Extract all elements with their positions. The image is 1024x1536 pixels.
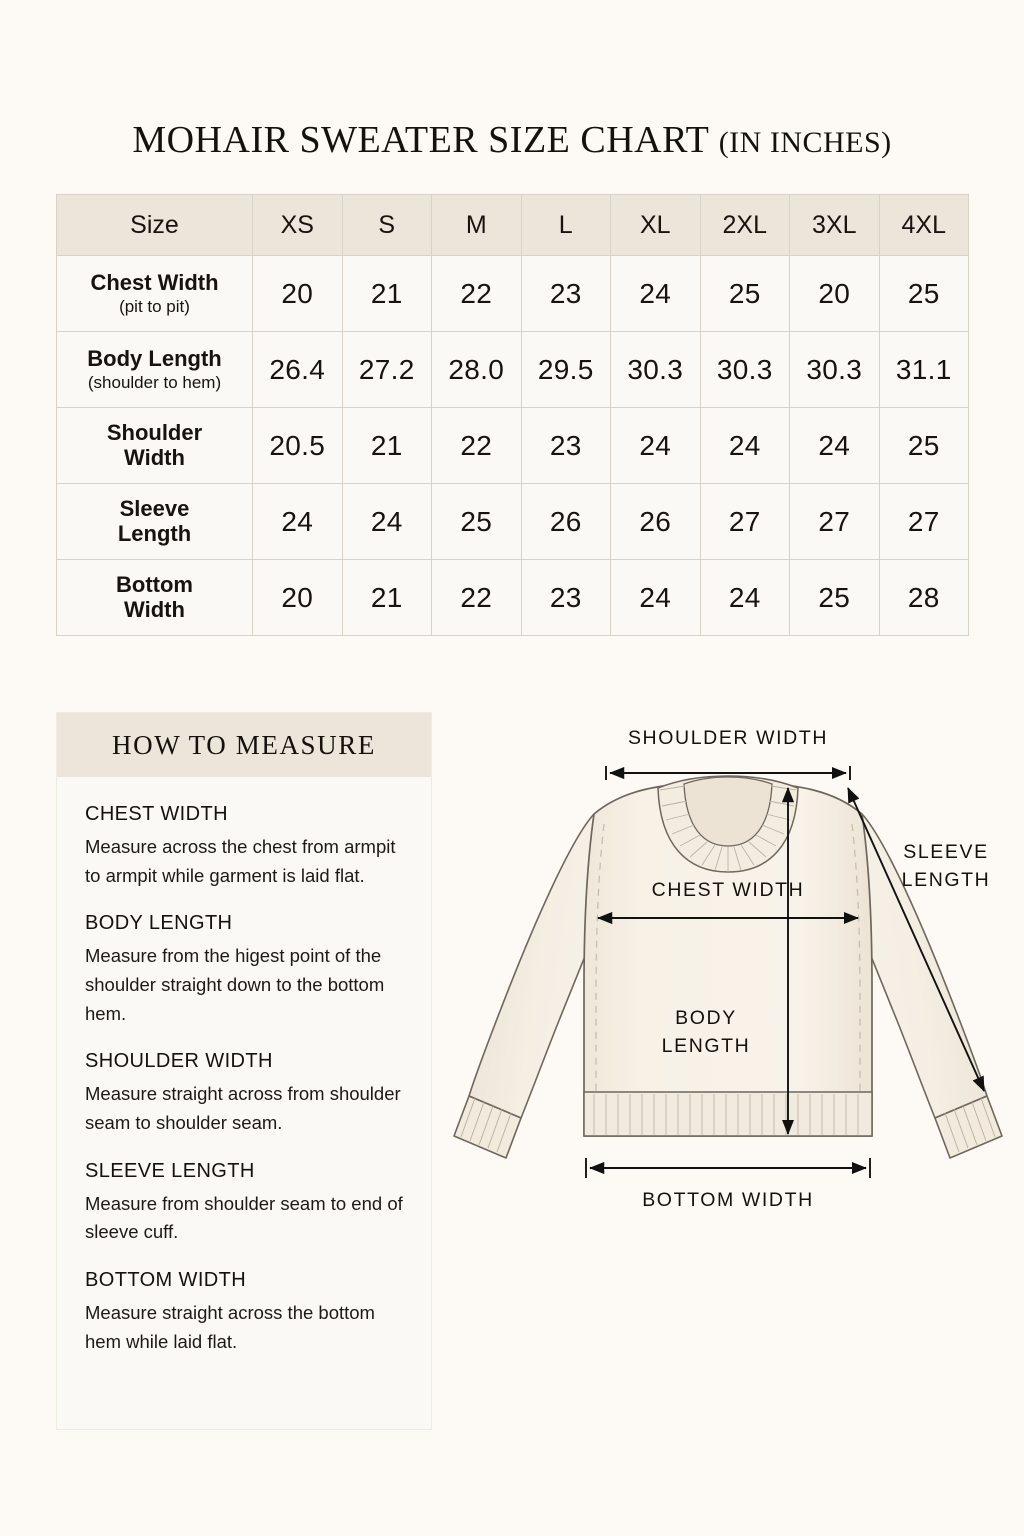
- cell-body-length-m: 28.0: [432, 332, 522, 408]
- row-label-text: Body Length: [87, 346, 222, 372]
- measure-description: Measure from shoulder seam to end of sleeve cuff.: [85, 1192, 403, 1243]
- row-label-note: (pit to pit): [119, 296, 190, 316]
- bottom-width-arrow: [586, 1158, 870, 1178]
- measure-item-chest-width: [85, 803, 403, 890]
- table-header-l: L: [521, 195, 611, 256]
- diagram-label-sleeve-length-1: SLEEVE: [903, 841, 989, 863]
- measure-term: BODY LENGTH: [85, 912, 233, 935]
- cell-chest-width-m: 22: [432, 256, 522, 332]
- row-label-text: Bottom: [116, 571, 193, 597]
- page-title-sub: (IN INCHES): [718, 126, 892, 159]
- measure-item-sleeve-length: [85, 1160, 403, 1247]
- cell-body-length-4xl: 31.1: [879, 332, 969, 408]
- page-title: [0, 118, 1024, 162]
- cell-shoulder-width-2xl: 24: [700, 408, 790, 484]
- table-row: [57, 484, 969, 560]
- how-to-measure-title: HOW TO MEASURE: [112, 729, 376, 760]
- cell-chest-width-3xl: 20: [790, 256, 880, 332]
- cell-bottom-width-2xl: 24: [700, 560, 790, 636]
- table-header-s: S: [342, 195, 432, 256]
- row-label-body-length: [57, 332, 253, 408]
- table-row: [57, 332, 969, 408]
- diagram-label-shoulder-width: SHOULDER WIDTH: [627, 727, 829, 749]
- table-row: [57, 560, 969, 636]
- cell-bottom-width-xs: 20: [253, 560, 343, 636]
- cell-body-length-2xl: 30.3: [700, 332, 790, 408]
- cell-body-length-xs: 26.4: [253, 332, 343, 408]
- row-label-text-2: Width: [124, 596, 185, 622]
- row-label-text: Shoulder: [106, 419, 203, 445]
- measure-item-bottom-width: [85, 1269, 403, 1356]
- cell-body-length-l: 29.5: [521, 332, 611, 408]
- cell-sleeve-length-4xl: 27: [879, 484, 969, 560]
- measure-term: BOTTOM WIDTH: [85, 1269, 247, 1292]
- cell-sleeve-length-2xl: 27: [700, 484, 790, 560]
- row-label-chest-width: [57, 256, 253, 332]
- cell-chest-width-2xl: 25: [700, 256, 790, 332]
- row-label-text-2: Length: [117, 520, 192, 546]
- cell-sleeve-length-s: 24: [342, 484, 432, 560]
- diagram-label-body-length-1: BODY: [675, 1007, 737, 1029]
- measure-description: Measure from the higest point of the shoulder straight down to the bottom hem.: [85, 945, 385, 1024]
- measure-description: Measure straight across from shoulder seam to shoulder seam.: [85, 1083, 401, 1134]
- how-to-measure-header: [57, 713, 431, 777]
- table-row: [57, 408, 969, 484]
- table-header-3xl: 3XL: [790, 195, 880, 256]
- cell-chest-width-xs: 20: [253, 256, 343, 332]
- cell-chest-width-s: 21: [342, 256, 432, 332]
- measure-term: SHOULDER WIDTH: [85, 1050, 273, 1073]
- table-header-4xl: 4XL: [879, 195, 969, 256]
- cell-bottom-width-s: 21: [342, 560, 432, 636]
- cell-chest-width-4xl: 25: [879, 256, 969, 332]
- page-header: [0, 118, 1024, 162]
- measure-description: Measure across the chest from armpit to armpit while garment is laid flat.: [85, 836, 396, 886]
- how-to-measure-panel: [56, 712, 432, 1430]
- diagram-label-body-length-2: LENGTH: [661, 1035, 751, 1057]
- cell-bottom-width-m: 22: [432, 560, 522, 636]
- row-label-text: Sleeve: [119, 495, 190, 521]
- cell-chest-width-xl: 24: [611, 256, 701, 332]
- cell-shoulder-width-xl: 24: [611, 408, 701, 484]
- cell-shoulder-width-l: 23: [521, 408, 611, 484]
- table-row: [57, 256, 969, 332]
- cell-sleeve-length-m: 25: [432, 484, 522, 560]
- row-label-bottom-width: [57, 560, 253, 636]
- cell-shoulder-width-m: 22: [432, 408, 522, 484]
- cell-bottom-width-l: 23: [521, 560, 611, 636]
- row-label-text: Chest Width: [90, 270, 219, 296]
- cell-bottom-width-xl: 24: [611, 560, 701, 636]
- cell-body-length-xl: 30.3: [611, 332, 701, 408]
- cell-shoulder-width-xs: 20.5: [253, 408, 343, 484]
- page-title-main: MOHAIR SWEATER SIZE CHART: [132, 119, 719, 161]
- sweater-illustration: [454, 776, 1002, 1158]
- cell-sleeve-length-3xl: 27: [790, 484, 880, 560]
- cell-sleeve-length-xs: 24: [253, 484, 343, 560]
- row-label-text-2: Width: [124, 444, 185, 470]
- measure-item-shoulder-width: [85, 1050, 403, 1137]
- measure-term: SLEEVE LENGTH: [85, 1159, 255, 1182]
- cell-sleeve-length-xl: 26: [611, 484, 701, 560]
- size-chart-table: [56, 194, 969, 636]
- row-label-note: (shoulder to hem): [87, 372, 222, 392]
- row-label-sleeve-length: [57, 484, 253, 560]
- cell-body-length-3xl: 30.3: [790, 332, 880, 408]
- cell-bottom-width-3xl: 25: [790, 560, 880, 636]
- cell-shoulder-width-4xl: 25: [879, 408, 969, 484]
- sweater-measurement-diagram: [444, 706, 1012, 1236]
- diagram-label-sleeve-length-2: LENGTH: [901, 869, 991, 891]
- table-header-m: M: [432, 195, 522, 256]
- row-label-shoulder-width: [57, 408, 253, 484]
- table-header-2xl: 2XL: [700, 195, 790, 256]
- table-header-xs: XS: [253, 195, 343, 256]
- measure-description: Measure straight across the bottom hem while laid flat.: [85, 1302, 375, 1352]
- table-header-row: [57, 195, 969, 256]
- bottom-hem-ribbing: [584, 1092, 872, 1136]
- table-header-size: Size: [57, 195, 253, 256]
- table-header-xl: XL: [611, 195, 701, 256]
- cell-shoulder-width-3xl: 24: [790, 408, 880, 484]
- diagram-label-chest-width: CHEST WIDTH: [651, 879, 805, 901]
- cell-chest-width-l: 23: [521, 256, 611, 332]
- cell-body-length-s: 27.2: [342, 332, 432, 408]
- cell-shoulder-width-s: 21: [342, 408, 432, 484]
- how-to-measure-list: [57, 777, 431, 1356]
- cell-sleeve-length-l: 26: [521, 484, 611, 560]
- measure-term: CHEST WIDTH: [85, 803, 228, 825]
- measure-item-body-length: [85, 912, 403, 1028]
- cell-bottom-width-4xl: 28: [879, 560, 969, 636]
- diagram-label-bottom-width: BOTTOM WIDTH: [642, 1189, 814, 1211]
